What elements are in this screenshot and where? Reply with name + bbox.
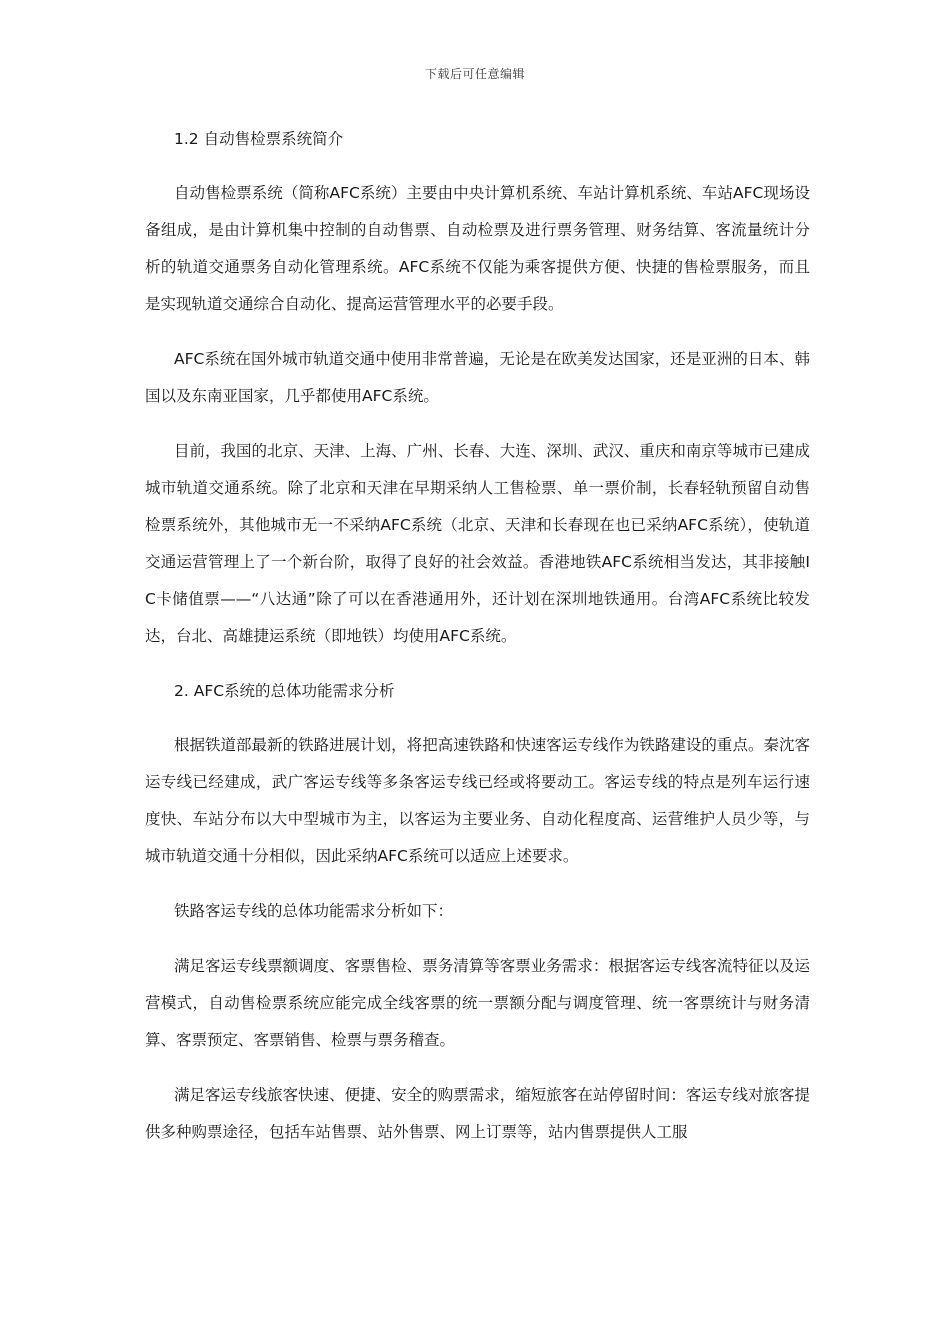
section-heading-1-2: 1.2 自动售检票系统简介	[174, 130, 344, 148]
paragraph-afc-abroad: AFC系统在国外城市轨道交通中使用非常普遍，无论是在欧美发达国家，还是亚洲的日本、韩国以及东南亚国家，几乎都使用AFC系统。	[145, 350, 810, 405]
paragraph-ticket-business: 满足客运专线票额调度、客票售检、票务清算等客票业务需求：根据客运专线客流特征以及运营模式，自动售检票系统应能完成全线客票的统一票额分配与调度管理、统一客票统计与财务清算、客票预定、客票销售、检票与票务稽查。	[145, 957, 810, 1049]
paragraph-afc-china: 目前，我国的北京、天津、上海、广州、长春、大连、深圳、武汉、重庆和南京等城市已建成城市轨道交通系统。除了北京和天津在早期采纳人工售检票、单一票价制，长春轻轨预留自动售检票系统外，其他城市无一不采纳AFC系统（北京、天津和长春现在也已采纳AFC系统），使轨道交通运营管理上了一个新台阶，取得了良好的社会效益。香港地铁AFC系统相当发达，其非接触IC卡储值票——“八达通”除了可以在香港通用外，还计划在深圳地铁通用。台湾AFC系统比较发达，台北、高雄捷运系统（即地铁）均使用AFC系统。	[145, 442, 810, 645]
paragraph-afc-intro: 自动售检票系统（简称AFC系统）主要由中央计算机系统、车站计算机系统、车站AFC现场设备组成，是由计算机集中控制的自动售票、自动检票及进行票务管理、财务结算、客流量统计分析的轨道交通票务自动化管理系统。AFC系统不仅能为乘客提供方便、快捷的售检票服务，而且是实现轨道交通综合自动化、提高运营管理水平的必要手段。	[145, 184, 810, 313]
paragraph-railway-plan: 根据铁道部最新的铁路进展计划，将把高速铁路和快速客运专线作为铁路建设的重点。秦沈客运专线已经建成，武广客运专线等多条客运专线已经或将要动工。客运专线的特点是列车运行速度快、车站分布以大中型城市为主，以客运为主要业务、自动化程度高、运营维护人员少等，与城市轨道交通十分相似，因此采纳AFC系统可以适应上述要求。	[145, 736, 810, 865]
paragraph-requirements-intro: 铁路客运专线的总体功能需求分析如下：	[174, 902, 454, 920]
page-header-note: 下载后可任意编辑	[424, 67, 525, 81]
paragraph-passenger-needs: 满足客运专线旅客快速、便捷、安全的购票需求，缩短旅客在站停留时间：客运专线对旅客提供多种购票途径，包括车站售票、站外售票、网上订票等，站内售票提供人工服	[145, 1086, 810, 1141]
document-body	[145, 121, 810, 1169]
section-heading-2: 2. AFC系统的总体功能需求分析	[174, 682, 395, 700]
